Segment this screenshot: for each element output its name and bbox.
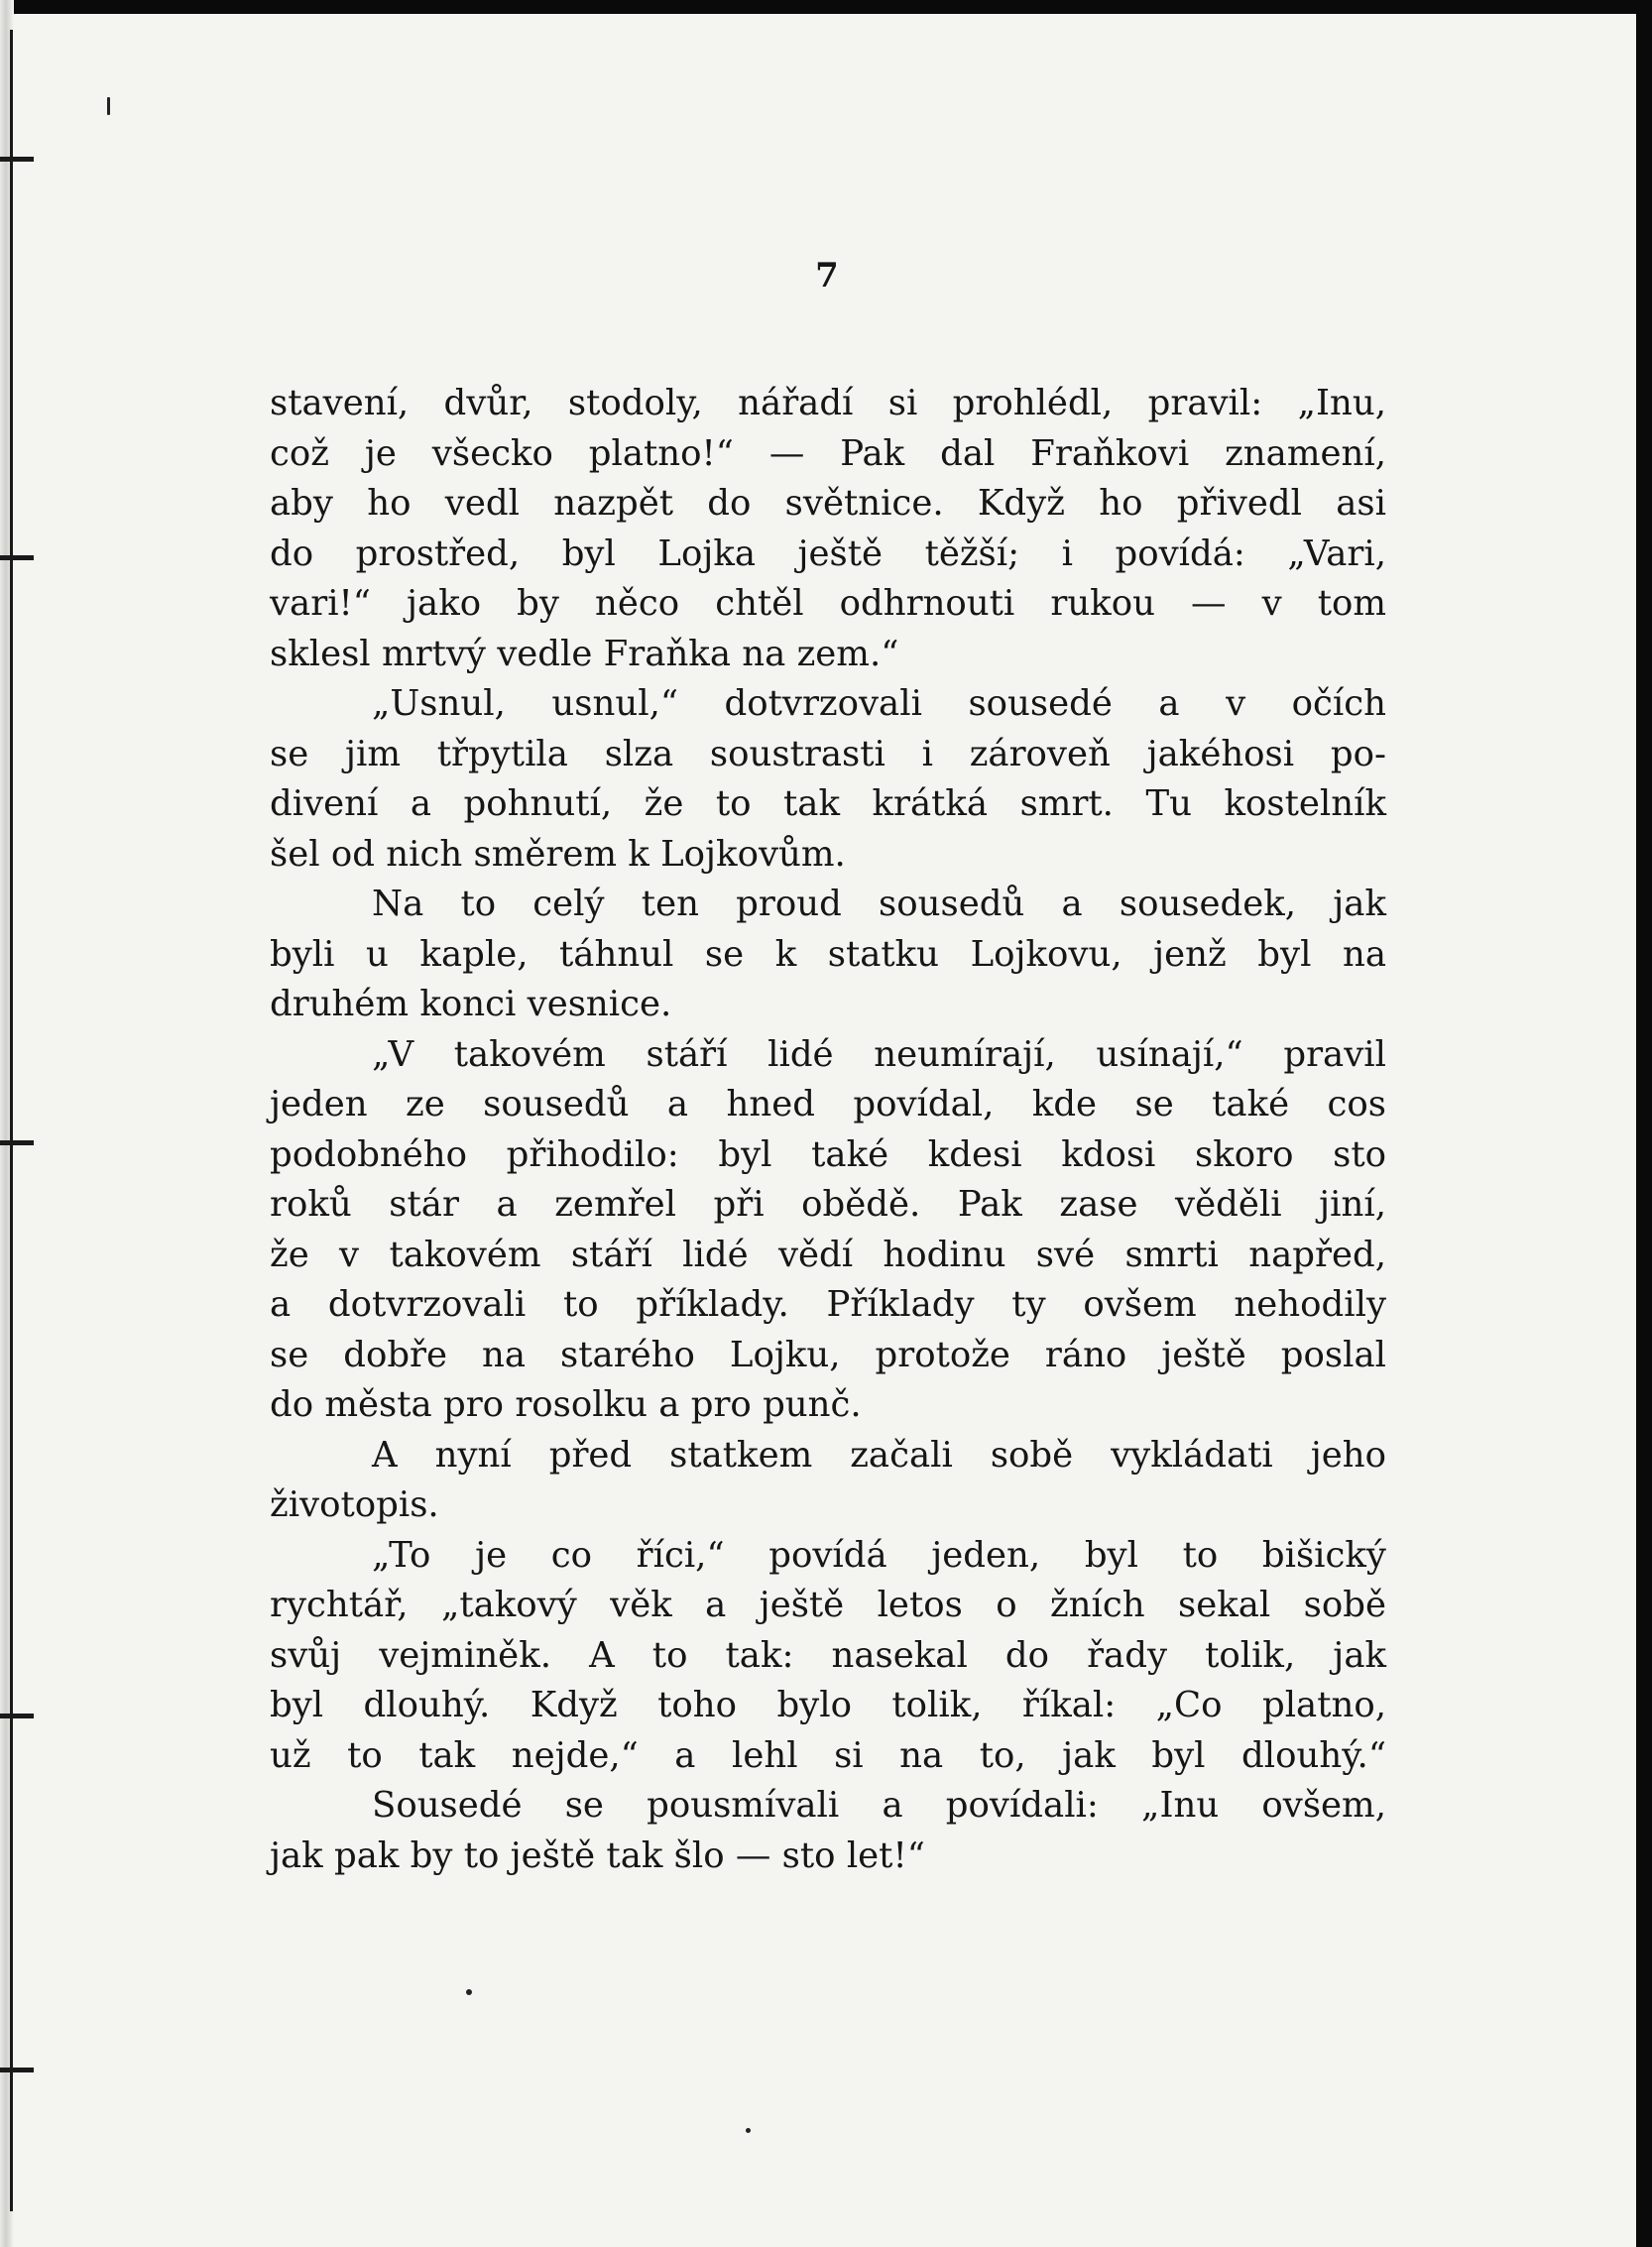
body-text [270, 379, 1386, 1881]
text-line: do prostřed, byl Lojka ještě těžší; i povídá: „Vari, [270, 532, 1386, 574]
scan-right-edge [1636, 0, 1652, 2247]
text-line: jak pak by to ještě tak šlo — sto let!“ [270, 1834, 925, 1876]
text-line: druhém konci vesnice. [270, 984, 672, 1024]
text-line: „V takovém stáří lidé neumírají, usínají,“ pravil [372, 1033, 1386, 1075]
text-line: že v takovém stáří lidé vědí hodinu své smrti napřed, [270, 1234, 1386, 1275]
text-line: a dotvrzovali to příklady. Příklady ty ovšem nehodily [270, 1284, 1386, 1325]
text-line: roků stár a zemřel při obědě. Pak zase věděli jiní, [270, 1184, 1386, 1225]
page-number: 7 [815, 256, 839, 296]
text-line: „To je co říci,“ povídá jeden, byl to bišický [372, 1534, 1386, 1576]
text-line: stavení, dvůr, stodoly, nářadí si prohlédl, pravil: „Inu, [270, 383, 1386, 423]
binding-mark [0, 1140, 34, 1145]
text-line: jeden ze sousedů a hned povídal, kde se také cos [270, 1084, 1386, 1124]
text-line: vari!“ jako by něco chtěl odhrnouti rukou — v tom [270, 583, 1386, 624]
text-line: životopis. [270, 1484, 439, 1525]
binding-mark [0, 555, 34, 560]
scan-top-edge [0, 0, 1652, 14]
text-line: šel od nich směrem k Lojkovům. [270, 833, 846, 875]
text-line: sklesl mrtvý vedle Fraňka na zem.“ [270, 633, 899, 674]
text-line: se dobře na starého Lojku, protože ráno ještě poslal [270, 1334, 1386, 1375]
text-line: což je všecko platno!“ — Pak dal Fraňkovi znamení, [270, 432, 1386, 474]
scan-speck [466, 1989, 472, 1995]
text-line: byli u kaple, táhnul se k statku Lojkovu, jenž byl na [270, 933, 1386, 975]
text-line: podobného přihodilo: byl také kdesi kdosi skoro sto [270, 1133, 1386, 1175]
text-line: už to tak nejde,“ a lehl si na to, jak byl dlouhý.“ [270, 1734, 1386, 1776]
text-line: svůj vejminěk. A to tak: nasekal do řady tolik, jak [270, 1634, 1386, 1676]
text-line: byl dlouhý. Když toho bylo tolik, říkal: „Co platno, [270, 1685, 1386, 1725]
binding-mark [0, 157, 34, 162]
scan-speck [107, 97, 110, 115]
text-line: „Usnul, usnul,“ dotvrzovali sousedé a v očích [372, 683, 1386, 724]
text-line: rychtář, „takový věk a ještě letos o žních sekal sobě [270, 1585, 1386, 1625]
scan-speck [746, 2128, 751, 2133]
text-line: A nyní před statkem začali sobě vykládati jeho [372, 1434, 1386, 1476]
text-line: divení a pohnutí, že to tak krátká smrt. Tu kostelník [270, 783, 1386, 824]
text-line: Na to celý ten proud sousedů a sousedek, jak [372, 884, 1386, 924]
text-line: Sousedé se pousmívali a povídali: „Inu ovšem, [372, 1785, 1386, 1826]
binding-mark [0, 2068, 34, 2072]
text-line: do města pro rosolku a pro punč. [270, 1384, 862, 1425]
binding-mark [0, 1714, 34, 1718]
text-line: aby ho vedl nazpět do světnice. Když ho přivedl asi [270, 483, 1386, 524]
binding-line [10, 30, 13, 2211]
text-line: se jim třpytila slza soustrasti i zároveň jakéhosi po- [270, 733, 1386, 774]
